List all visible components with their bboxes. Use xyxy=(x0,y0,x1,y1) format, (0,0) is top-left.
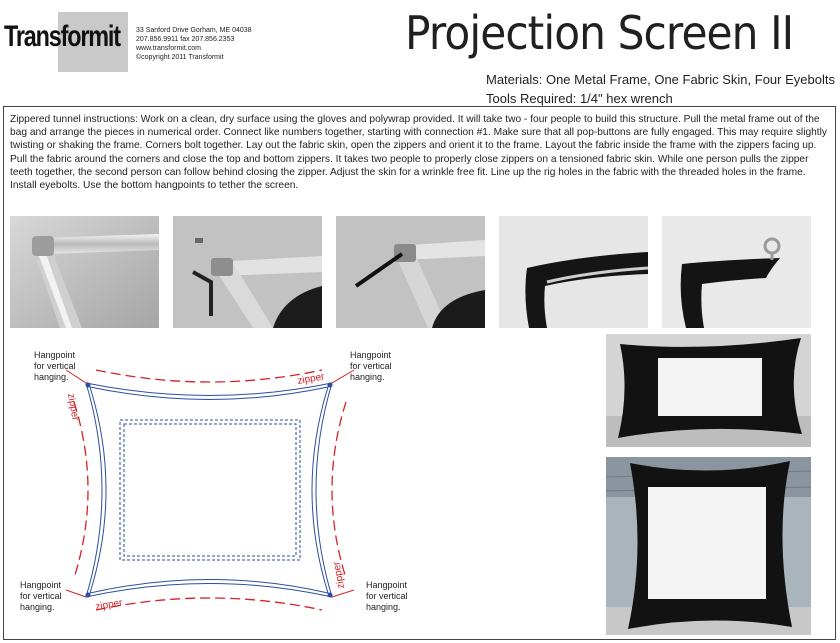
zipper-label-left: zipper xyxy=(65,392,81,422)
materials-line: Materials: One Metal Frame, One Fabric Skin, Four Eyebolts xyxy=(486,72,835,87)
photo-eyebolt xyxy=(662,216,811,328)
hangpoint-label-top-right: Hangpoint for vertical hanging. xyxy=(350,350,392,382)
photo-hex-wrench xyxy=(173,216,322,328)
copyright-line: ©copyright 2011 Transformit xyxy=(136,54,224,61)
zipper-label-top: zipper xyxy=(296,371,326,387)
address-line: 33 Sanford Drive Gorham, ME 04038 xyxy=(136,27,252,34)
photo-fabric-corner xyxy=(499,216,648,328)
photo-frame-corner xyxy=(10,216,159,328)
hangpoint-label-bottom-right: Hangpoint for vertical hanging. xyxy=(366,580,408,612)
photo-assembled-flat xyxy=(606,334,811,447)
phone-line: 207.856.9911 fax 207.856.2353 xyxy=(136,36,235,43)
company-address xyxy=(136,26,252,62)
photo-bolting-corner xyxy=(336,216,485,328)
website-line: www.transformit.com xyxy=(136,45,201,52)
photo-hanging-screen xyxy=(606,457,811,635)
page-title: Projection Screen II xyxy=(405,6,794,60)
zipper-label-right: zipper xyxy=(331,560,347,590)
tools-line: Tools Required: 1/4" hex wrench xyxy=(486,91,673,106)
hangpoint-label-bottom-left: Hangpoint for vertical hanging. xyxy=(20,580,62,612)
assembly-instructions: Zippered tunnel instructions: Work on a clean, dry surface using the gloves and polywrap provided. It will take two - four people to build this structure. Pull the metal frame out of the bag and arrange the pieces in numerical order. Connect like numbers together, starting with connection #1. Make sure that all pop-buttons are fully engaged. This may require slightly twisting or shaking the frame. Corners bolt together. Lay out the fabric skin, open the zippers and orient it to the frame. Layout the fabric inside the frame with the zippers facing up. Pull the fabric around the corners and close the top and bottom zippers. It takes two people to properly close zippers on a tensioned fabric skin. While one person pulls the zipper teeth together, the second person can follow behind closing the zipper. Adjust the skin for a wrinkle free fit. Line up the rig holes in the fabric with the threaded holes in the frame. Install eyebolts. Use the bottom hangpoints to tether the screen. xyxy=(10,114,827,192)
zipper-label-bottom: zipper xyxy=(94,597,124,613)
frame-diagram xyxy=(10,340,410,640)
company-logo: Transformit xyxy=(4,20,120,53)
hangpoint-label-top-left: Hangpoint for vertical hanging. xyxy=(34,350,76,382)
